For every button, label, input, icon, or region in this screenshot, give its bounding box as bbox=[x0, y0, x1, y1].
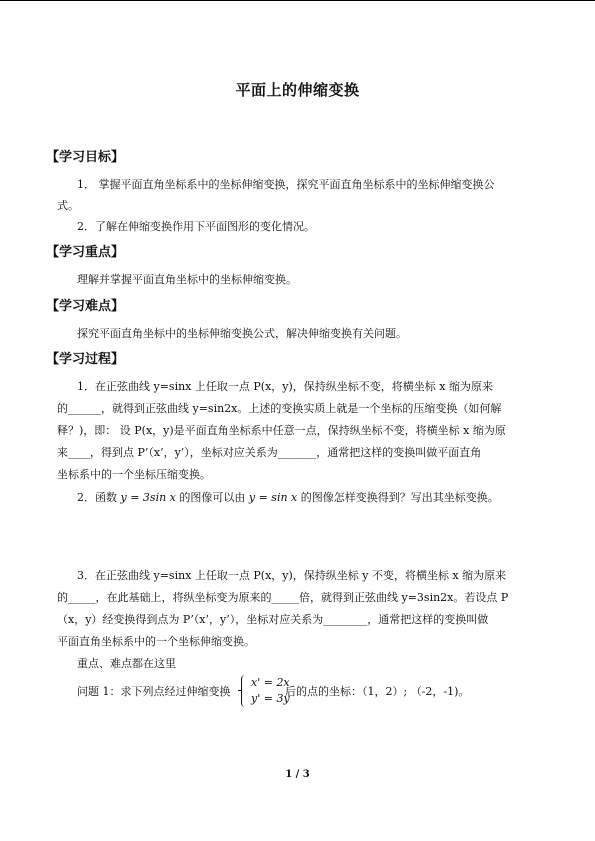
key-text: 理解并掌握平面直角坐标中的坐标伸缩变换。 bbox=[77, 273, 297, 286]
process-p1-line5: 坐标系中的一个坐标压缩变换。 bbox=[57, 468, 211, 481]
process-p1-line1: 1．在正弦曲线 y=sinx 上任取一点 P(x，y)，保持纵坐标不变，将横坐标 x 缩为原来 bbox=[77, 380, 493, 393]
p2-prefix: 2．函数 bbox=[77, 491, 121, 504]
process-p1-line3: 释？)，即： 设 P(x，y)是平面直角坐标系中任意一点，保持纵坐标不变，将横坐标 x 缩为原 bbox=[57, 424, 506, 437]
page-number: 1 / 3 bbox=[285, 769, 310, 780]
left-brace-icon bbox=[241, 675, 248, 707]
system-row-2: y' = 3y bbox=[251, 692, 290, 705]
question-1-prefix: 问题 1：求下列点经过伸缩变换 bbox=[77, 685, 231, 698]
process-p1-line4: 来____，得到点 P’（x’，y’），坐标对应关系为_______，通常把这样的变换叫做平面直角 bbox=[57, 446, 482, 459]
difficult-text: 探究平面直角坐标中的坐标伸缩变换公式，解决伸缩变换有关问题。 bbox=[77, 327, 407, 340]
page-title: 平面上的伸缩变换 bbox=[235, 81, 360, 99]
system-row-1: x' = 2x bbox=[251, 676, 290, 689]
process-p2 bbox=[77, 491, 499, 505]
emphasis-note: 重点、难点都在这里 bbox=[77, 657, 176, 670]
process-p3-line4: 平面直角坐标系中的一个坐标伸缩变换。 bbox=[57, 635, 255, 648]
page-top-border bbox=[0, 0, 595, 1]
question-1-suffix: 后的点的坐标：（1，2）; （-2，-1)。 bbox=[285, 685, 470, 698]
process-heading: 【学习过程】 bbox=[46, 352, 125, 367]
p2-equation-1: y = 3sin x bbox=[120, 491, 176, 504]
difficult-heading: 【学习难点】 bbox=[46, 299, 125, 314]
p2-suffix: 的图像怎样变换得到？写出其坐标变换。 bbox=[297, 491, 499, 504]
goal-item-1: 1． 掌握平面直角坐标系中的坐标伸缩变换，探究平面直角坐标系中的坐标伸缩变换公 bbox=[77, 178, 495, 191]
goals-heading: 【学习目标】 bbox=[46, 150, 125, 165]
process-p3-line3: （x，y）经变换得到点为 P’（x’，y’），坐标对应关系为________，通常把这样的变换叫做 bbox=[57, 613, 489, 626]
key-heading: 【学习重点】 bbox=[46, 245, 125, 260]
p2-middle: 的图像可以由 bbox=[175, 491, 249, 504]
transform-system bbox=[241, 673, 290, 709]
goal-item-1-cont: 式。 bbox=[57, 199, 79, 212]
goal-item-2: 2．了解在伸缩变换作用下平面图形的变化情况。 bbox=[77, 220, 315, 233]
process-p1-line2: 的______，就得到正弦曲线 y=sin2x。上述的变换实质上就是一个坐标的压缩变换（如何解 bbox=[57, 402, 502, 415]
process-p3-line2: 的_____，在此基础上，将纵坐标变为原来的_____倍，就得到正弦曲线 y=3sin2x。若设点 P bbox=[57, 591, 509, 604]
p2-equation-2: y = sin x bbox=[248, 491, 298, 504]
process-p3-line1: 3．在正弦曲线 y=sinx 上任取一点 P(x，y)，保持纵坐标 y 不变，将横坐标 x 缩为原来 bbox=[77, 569, 507, 582]
